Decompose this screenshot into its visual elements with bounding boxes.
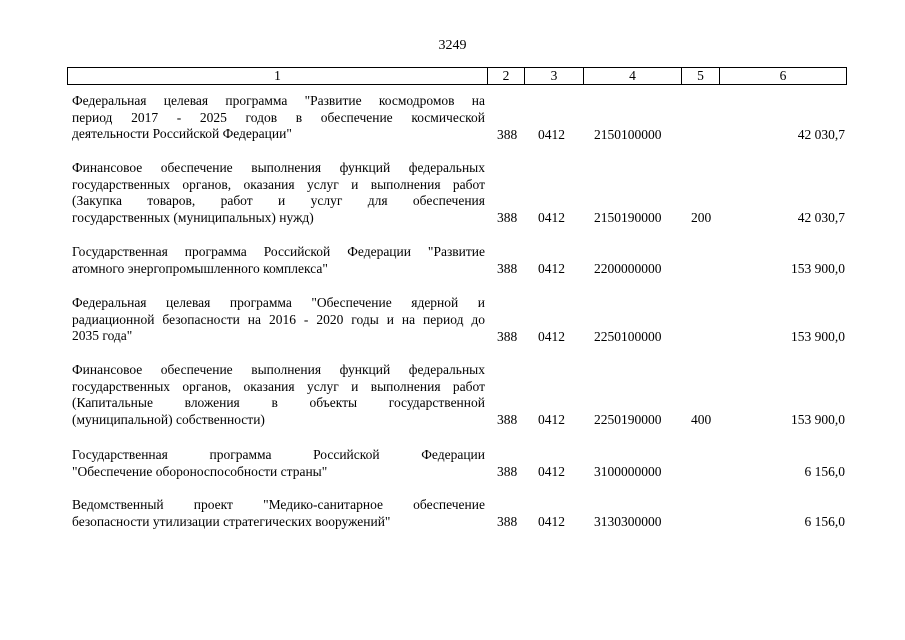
cell-c3: 0412 [538, 328, 565, 344]
cell-c4: 2150190000 [594, 210, 662, 226]
cell-c6: 6 156,0 [804, 464, 845, 480]
description-line: Финансовое обеспечение выполнения функций федеральных [72, 160, 485, 175]
cell-c2: 388 [497, 328, 518, 344]
header-col-2: 2 [487, 68, 524, 84]
cell-c6: 153 900,0 [791, 328, 845, 344]
header-col-1: 1 [274, 68, 281, 83]
row-description [72, 295, 485, 345]
cell-c4: 2200000000 [594, 261, 662, 277]
description-line: государственных (муниципальных) нужд) [72, 209, 314, 225]
page-number: 3249 [438, 38, 467, 53]
row-description [72, 160, 485, 226]
description-line: (Закупка товаров, работ и услуг для обеспечения [72, 193, 485, 209]
header-col-6: 6 [719, 68, 846, 84]
cell-c3: 0412 [538, 514, 565, 530]
cell-c2: 388 [497, 464, 518, 480]
cell-c4: 2250190000 [594, 412, 662, 428]
description-line: период 2017 - 2025 годов в обеспечение космической [72, 109, 485, 125]
description-line: Ведомственный проект "Медико-санитарное обеспечение [72, 497, 485, 512]
cell-c2: 388 [497, 261, 518, 277]
description-line: Государственная программа Российской Федерации "Развитие [72, 244, 485, 259]
description-line: Федеральная целевая программа "Развитие космодромов на [72, 93, 485, 108]
cell-c4: 2150100000 [594, 126, 662, 142]
cell-c3: 0412 [538, 210, 565, 226]
cell-c3: 0412 [538, 412, 565, 428]
description-line: (муниципальной) собственности) [72, 411, 265, 427]
description-line: Государственная программа Российской Федерации [72, 447, 485, 462]
description-line: Федеральная целевая программа "Обеспечение ядерной и [72, 295, 485, 310]
header-col-5: 5 [681, 68, 719, 84]
cell-c3: 0412 [538, 261, 565, 277]
description-line: "Обеспечение обороноспособности страны" [72, 463, 328, 479]
cell-c2: 388 [497, 210, 518, 226]
description-line: деятельности Российской Федерации" [72, 126, 292, 142]
cell-c6: 6 156,0 [804, 514, 845, 530]
cell-c6: 42 030,7 [797, 210, 845, 226]
row-description [72, 362, 485, 428]
cell-c5: 200 [691, 210, 712, 226]
cell-c4: 3100000000 [594, 464, 662, 480]
cell-c4: 3130300000 [594, 514, 662, 530]
cell-c3: 0412 [538, 464, 565, 480]
description-line: безопасности утилизации стратегических вооружений" [72, 513, 391, 529]
cell-c2: 388 [497, 412, 518, 428]
header-col-3: 3 [524, 68, 583, 84]
description-line: государственных органов, оказания услуг и выполнения работ [72, 176, 485, 192]
description-line: (Капитальные вложения в объекты государственной [72, 395, 485, 411]
description-line: государственных органов, оказания услуг и выполнения работ [72, 378, 485, 394]
cell-c4: 2250100000 [594, 328, 662, 344]
cell-c5: 400 [691, 412, 712, 428]
description-line: 2035 года" [72, 328, 133, 344]
row-description [72, 447, 485, 480]
cell-c2: 388 [497, 126, 518, 142]
cell-c6: 42 030,7 [797, 126, 845, 142]
cell-c6: 153 900,0 [791, 412, 845, 428]
row-description [72, 244, 485, 277]
row-description [72, 497, 485, 530]
description-line: атомного энергопромышленного комплекса" [72, 260, 328, 276]
cell-c2: 388 [497, 514, 518, 530]
cell-c3: 0412 [538, 126, 565, 142]
table-header [67, 67, 847, 85]
row-description [72, 93, 485, 143]
description-line: Финансовое обеспечение выполнения функций федеральных [72, 362, 485, 377]
header-col-4: 4 [583, 68, 681, 84]
cell-c6: 153 900,0 [791, 261, 845, 277]
description-line: радиационной безопасности на 2016 - 2020 годы и на период до [72, 311, 485, 327]
